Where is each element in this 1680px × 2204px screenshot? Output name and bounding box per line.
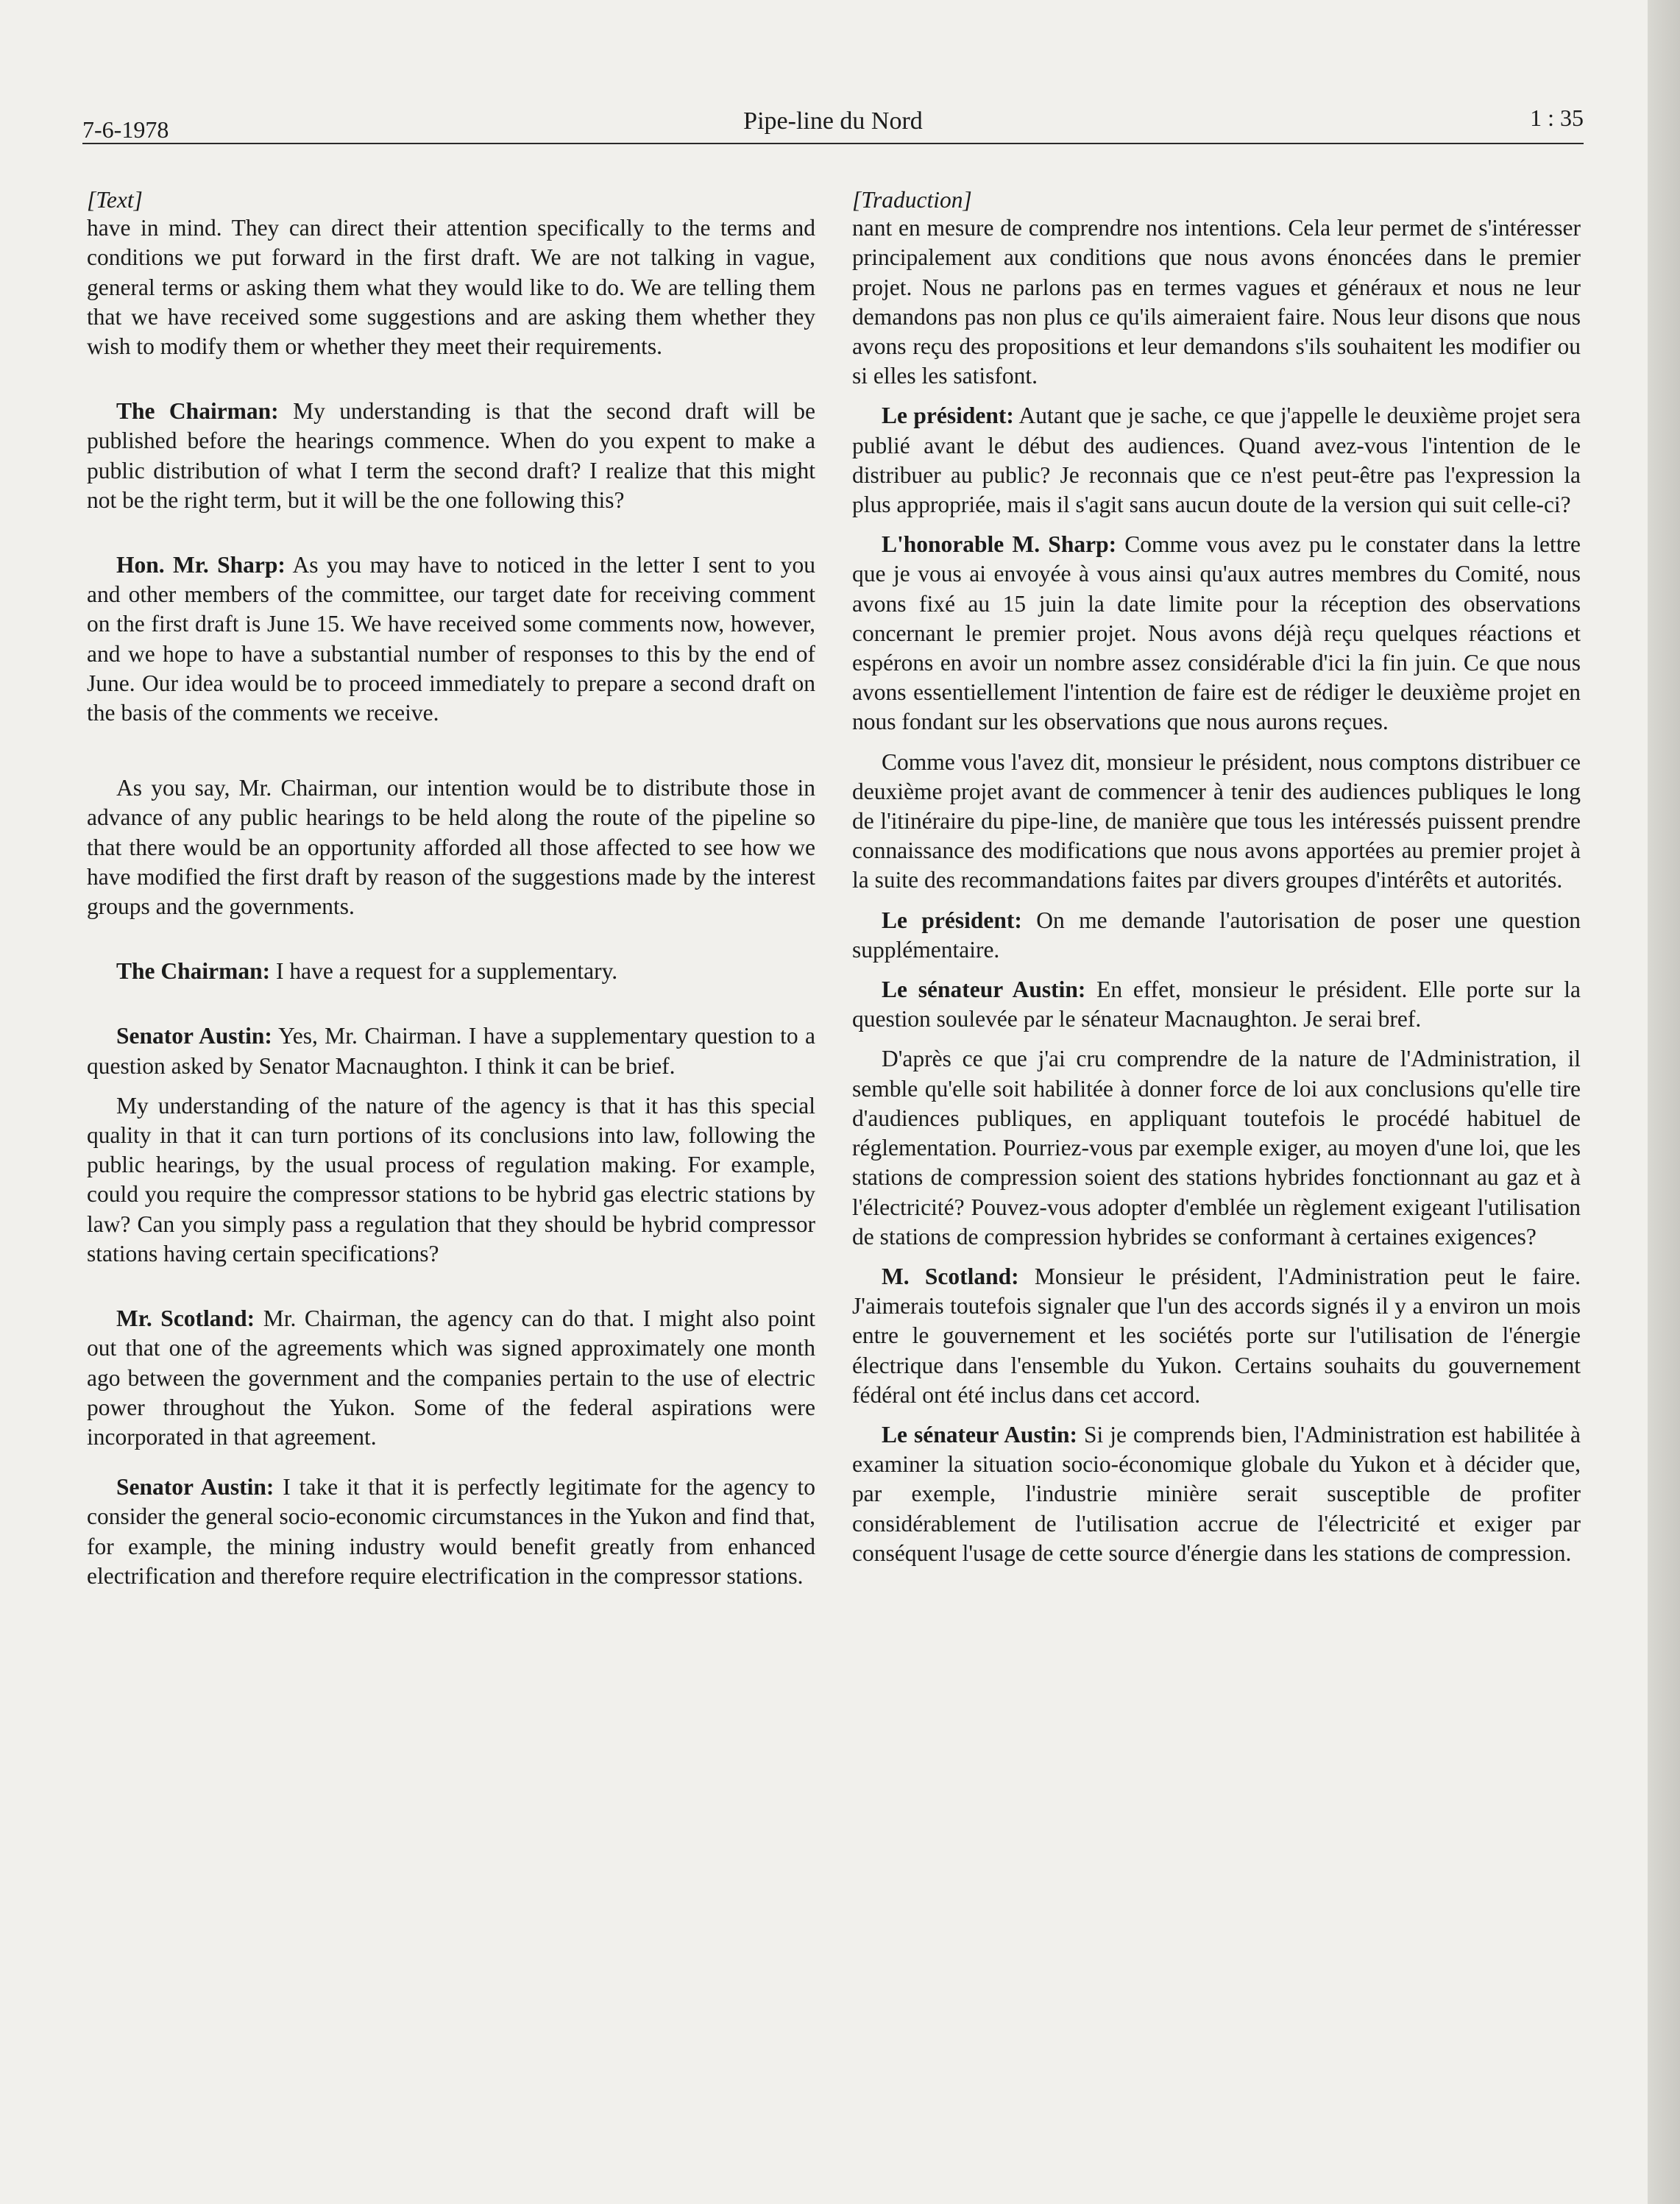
speech-text: Yes, Mr. Chairman. I have a supplementary question to a question asked by Senator Macnaughton. I think it can be brief. (87, 1023, 815, 1079)
column-label: [Text] (87, 187, 143, 213)
speaker-paragraph (852, 530, 1581, 737)
speaker-name: The Chairman: (116, 958, 271, 985)
speaker-paragraph (87, 550, 815, 728)
speaker-name: The Chairman: (116, 398, 279, 425)
paragraph: D'après ce que j'ai cru comprendre de la nature de l'Administration, il semble qu'elle soit habilitée à donner force de loi aux conclusions qu'elle tire d'audiences publiques, en appliquant toutefois le procédé habituel de réglementation. Pourriez-vous par exemple exiger, au moyen d'une loi, que les stations de compression soient des stations hybrides fonctionnant au gaz et à l'électricité? Pouvez-vous adopter d'emblée un règlement exigeant l'utilisation de stations de compression hybrides se conformant à certaines exigences? (852, 1046, 1581, 1250)
speaker-paragraph (852, 1262, 1581, 1410)
running-header (82, 102, 1584, 144)
speaker-name: Le président: (882, 907, 1022, 933)
french-column (852, 185, 1581, 1568)
speech-text: On me demande l'autorisation de poser une question supplémentaire. (852, 907, 1581, 963)
speaker-name: L'honorable M. Sharp: (882, 531, 1117, 558)
speech-text: As you may have to noticed in the letter I sent to you and other members of the committee, our target date for receiving comment on the first draft is June 15. We have received some comments now, however, and we hope to have a substantial number of responses to this by the end of June. Our idea would be to proceed immediately to prepare a second draft on the basis of the comments we receive. (87, 552, 815, 726)
speaker-name: Mr. Scotland: (116, 1305, 255, 1332)
speaker-paragraph (87, 957, 815, 986)
paragraph: As you say, Mr. Chairman, our intention would be to distribute those in advance of any public hearings to be held along the route of the pipeline so that there would be an opportunity afforded all those affected to see how we have modified the first draft by reason of the suggestions made by the interest groups and the governments. (87, 775, 815, 920)
speech-text: Monsieur le président, l'Administration peut le faire. J'aimerais toutefois signaler que l'un des accords signés il y a environ un mois entre le gouvernement et les sociétés porte sur l'utilisation de l'énergie électrique dans l'ensemble du Yukon. Certains souhaits du gouvernement fédéral ont été inclus dans cet accord. (852, 1263, 1581, 1408)
speaker-paragraph (852, 975, 1581, 1034)
paragraph: nant en mesure de comprendre nos intentions. Cela leur permet de s'intéresser principalement aux conditions que nous avons énoncées dans le premier projet. Nous ne parlons pas en termes vagues et généraux et nous ne leur demandons pas non plus ce qu'ils aimeraient faire. Nous leur disons que nous avons reçu des propositions et leur demandons s'ils souhaitent les modifier ou si elles les satisfont. (852, 215, 1581, 389)
speaker-paragraph (852, 1420, 1581, 1568)
speech-text: En effet, monsieur le président. Elle porte sur la question soulevée par le sénateur Macnaughton. Je serai bref. (852, 977, 1581, 1032)
speaker-name: Le sénateur Austin: (882, 977, 1086, 1003)
speaker-paragraph (87, 397, 815, 515)
speech-text: I have a request for a supplementary. (270, 958, 618, 985)
speaker-name: Hon. Mr. Sharp: (116, 552, 286, 578)
speech-text: Si je comprends bien, l'Administration est habilitée à examiner la situation socio-économique globale du Yukon et à décider que, par exemple, l'industrie minière serait susceptible de profiter considérablement de l'utilisation accrue de l'électricité et exiger par conséquent l'usage de cette source d'énergie dans les stations de compression. (852, 1421, 1581, 1566)
speaker-paragraph (852, 906, 1581, 965)
header-title: Pipe-line du Nord (743, 107, 923, 135)
speaker-paragraph (87, 1473, 815, 1591)
paragraph: have in mind. They can direct their attention specifically to the terms and conditions we put forward in the first draft. We are not talking in vague, general terms or asking them what they would like to do. We are telling them that we have received some suggestions and are asking them whether they wish to modify them or whether they meet their requirements. (87, 215, 815, 360)
speaker-name: Le sénateur Austin: (882, 1421, 1077, 1448)
speech-text: My understanding is that the second draft will be published before the hearings commence. When do you expent to make a public distribution of what I term the second draft? I realize that this might not be the right term, but it will be the one following this? (87, 398, 815, 513)
speech-text: Mr. Chairman, the agency can do that. I might also point out that one of the agreements which was signed approximately one month ago between the government and the companies pertain to the use of electric power throughout the Yukon. Some of the federal aspirations were incorporated in that agreement. (87, 1305, 815, 1450)
speaker-name: Le président: (882, 403, 1014, 429)
speaker-paragraph (87, 1021, 815, 1080)
header-page-number: 1 : 35 (1530, 104, 1584, 131)
speaker-paragraph (852, 401, 1581, 520)
speaker-name: Senator Austin: (116, 1023, 272, 1049)
speaker-paragraph (87, 1304, 815, 1452)
speech-text: Comme vous avez pu le constater dans la lettre que je vous ai envoyée à vous ainsi qu'aux autres membres du Comité, nous avons fixé au 15 juin la date limite pour la réception des observations concernant le premier projet. Nous avons déjà reçu quelques réactions et espérons en avoir un nombre assez considérable d'ici la fin juin. Ce que nous avons essentiellement l'intention de faire est de rédiger le deuxième projet en nous fondant sur les observations que nous aurons reçues. (852, 531, 1581, 735)
header-date: 7-6-1978 (82, 116, 169, 143)
speech-text: I take it that it is perfectly legitimate for the agency to consider the general socio-economic circumstances in the Yukon and find that, for example, the mining industry would benefit greatly from enhanced electrification and therefore require electrification in the compressor stations. (87, 1474, 815, 1589)
column-label: [Traduction] (852, 187, 972, 213)
speaker-name: M. Scotland: (882, 1263, 1019, 1289)
paragraph: My understanding of the nature of the agency is that it has this special quality in that it can turn portions of its conclusions into law, following the public hearings, by the usual process of regulation making. For example, could you require the compressor stations to be hybrid gas electric stations by law? Can you simply pass a regulation that they should be hybrid compressor stations having certain specifications? (87, 1092, 815, 1266)
speaker-name: Senator Austin: (116, 1474, 274, 1500)
english-column (87, 185, 815, 1591)
paragraph: Comme vous l'avez dit, monsieur le président, nous comptons distribuer ce deuxième projet avant de commencer à tenir des audiences publiques le long de l'itinéraire du pipe-line, de manière que tous les intéressés puissent prendre connaissance des modifications que nous avons apportées au premier projet à la suite des recommandations faites par divers groupes d'intérêts et autorités. (852, 748, 1581, 893)
speech-text: Autant que je sache, ce que j'appelle le deuxième projet sera publié avant le début des audiences. Quand avez-vous l'intention de le distribuer au public? Je reconnais que ce n'est peut-être pas l'expression la plus appropriée, mais il s'agit sans aucun doute de la version qui suit celle-ci? (852, 403, 1581, 518)
page-binding-edge (1648, 0, 1680, 2204)
